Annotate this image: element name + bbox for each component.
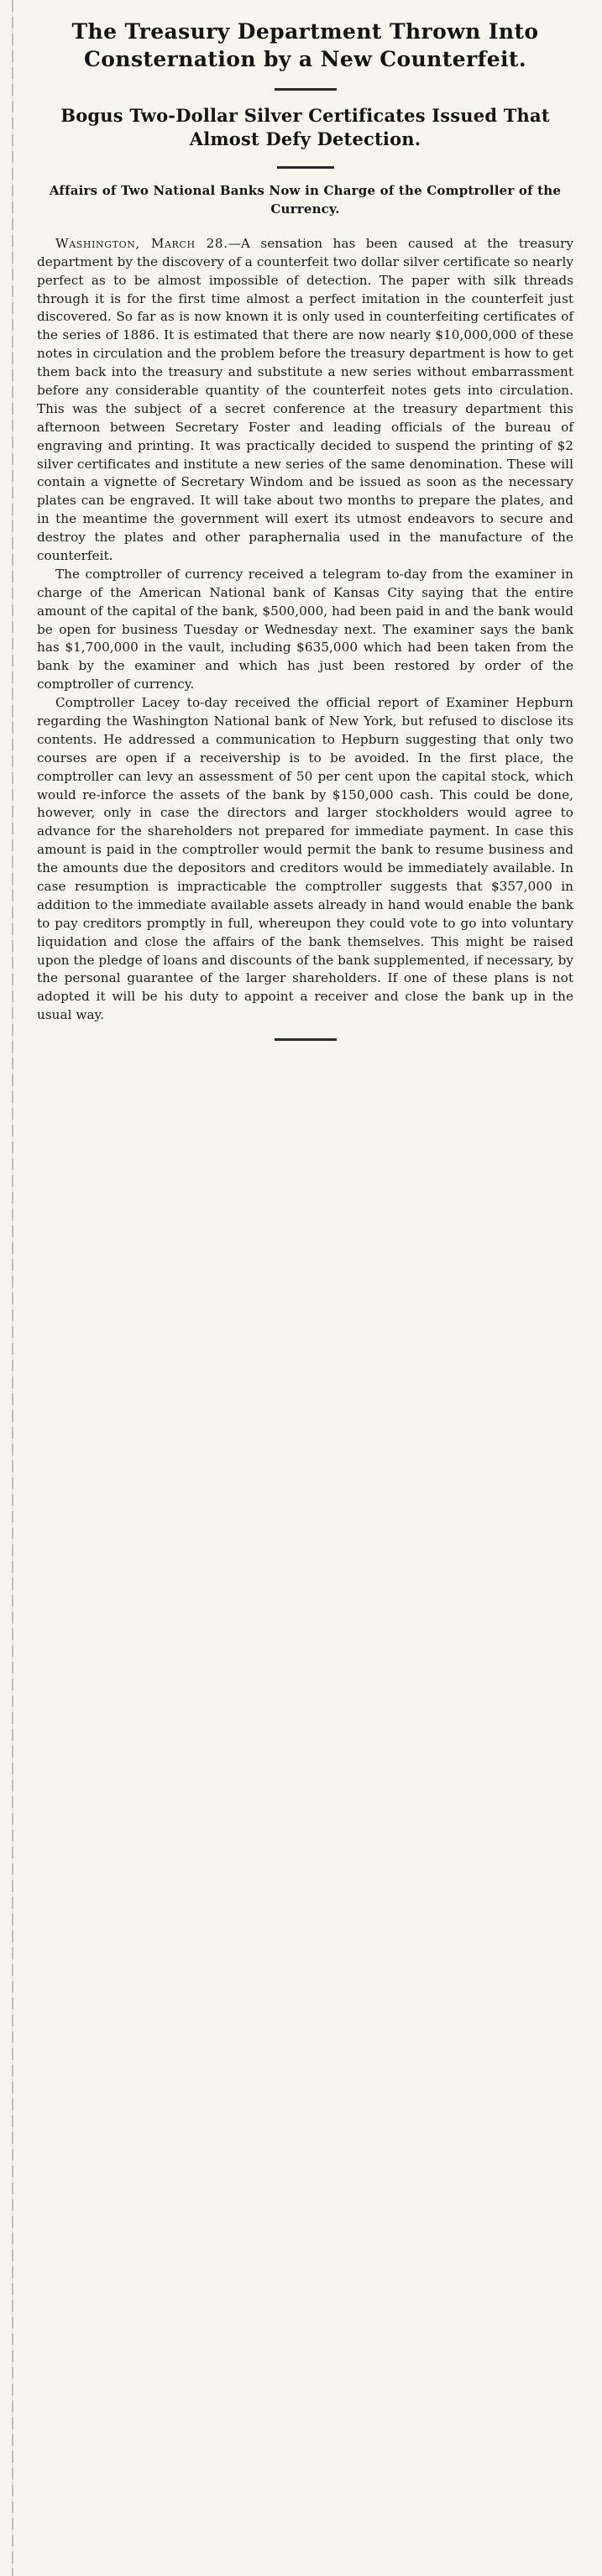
subheadline-primary: Bogus Two-Dollar Silver Certificates Issued That Almost Defy Detection.: [60, 105, 550, 150]
article-end-divider: [275, 1038, 337, 1041]
page-title: The Treasury Department Thrown Into Consternation by a New Counterfeit.: [71, 19, 539, 71]
headline-block: [37, 18, 573, 218]
article-paragraph-1: [37, 235, 573, 566]
article-paragraph-2: The comptroller of currency received a telegram to-day from the examiner in charge of the American National bank of Kansas City saying that the entire amount of the capital of the bank, $500,000, had been paid in and the bank would be open for business Tuesday or Wednesday next. The examiner says the bank has $1,700,000 in the vault, including $635,000 which had been taken from the bank by the examiner and which has just been restored by order of the comptroller of currency.: [37, 566, 573, 692]
headline-divider-2: [277, 166, 334, 169]
article-paragraph-1-text: —A sensation has been caused at the treasury department by the discovery of a counterfeit two dollar silver certificate so nearly perfect as to be almost impossible of detection. The paper with silk threads through it is for the first time almost a perfect imitation in the counterfeit just discovered. So far as is now known it is only used in counterfeiting certificates of the series of 1886. It is estimated that there are now nearly $10,000,000 of these notes in circulation and the problem before the treasury department is how to get them back into the treasury and substitute a new series without embarrassment before any considerable quantity of the counterfeit notes gets into circulation. This was the subject of a secret conference at the treasury department this afternoon between Secretary Foster and leading officials of the bureau of engraving and printing. It was practically decided to suspend the printing of $2 silver certificates and institute a new series of the same denomination. These will contain a vignette of Secretary Windom and be issued as soon as the necessary plates can be engraved. It will take about two months to prepare the plates, and in the meantime the government will exert its utmost endeavors to secure and destroy the plates and other paraphernalia used in the manufacture of the counterfeit.: [37, 235, 573, 563]
subheadline-secondary: Affairs of Two National Banks Now in Charge of the Comptroller of the Currency.: [49, 183, 562, 217]
dateline: Washington, March 28.: [55, 235, 228, 251]
headline-divider-1: [275, 88, 337, 91]
article-body: [37, 235, 573, 1025]
article-paragraph-3: Comptroller Lacey to-day received the official report of Examiner Hepburn regarding the Washington National bank of New York, but refused to disclose its contents. He addressed a communication to Hepburn suggesting that only two courses are open if a receivership is to be avoided. In the first place, the comptroller can levy an assessment of 50 per cent upon the capital stock, which would re-inforce the assets of the bank by $150,000 cash. This could be done, however, only in case the directors and larger stockholders would agree to advance for the shareholders not prepared for immediate payment. In case this amount is paid in the comptroller would permit the bank to resume business and the amounts due the depositors and creditors would be immediately available. In case resumption is impracticable the comptroller suggests that $357,000 in addition to the immediate available assets already in hand would enable the bank to pay creditors promptly in full, whereupon they could vote to go into voluntary liquidation and close the affairs of the bank themselves. This might be raised upon the pledge of loans and discounts of the bank supplemented, if necessary, by the personal guarantee of the larger shareholders. If one of these plans is not adopted it will be his duty to appoint a receiver and close the bank up in the usual way.: [37, 695, 573, 1023]
column-gutter-rule: [12, 0, 13, 2576]
